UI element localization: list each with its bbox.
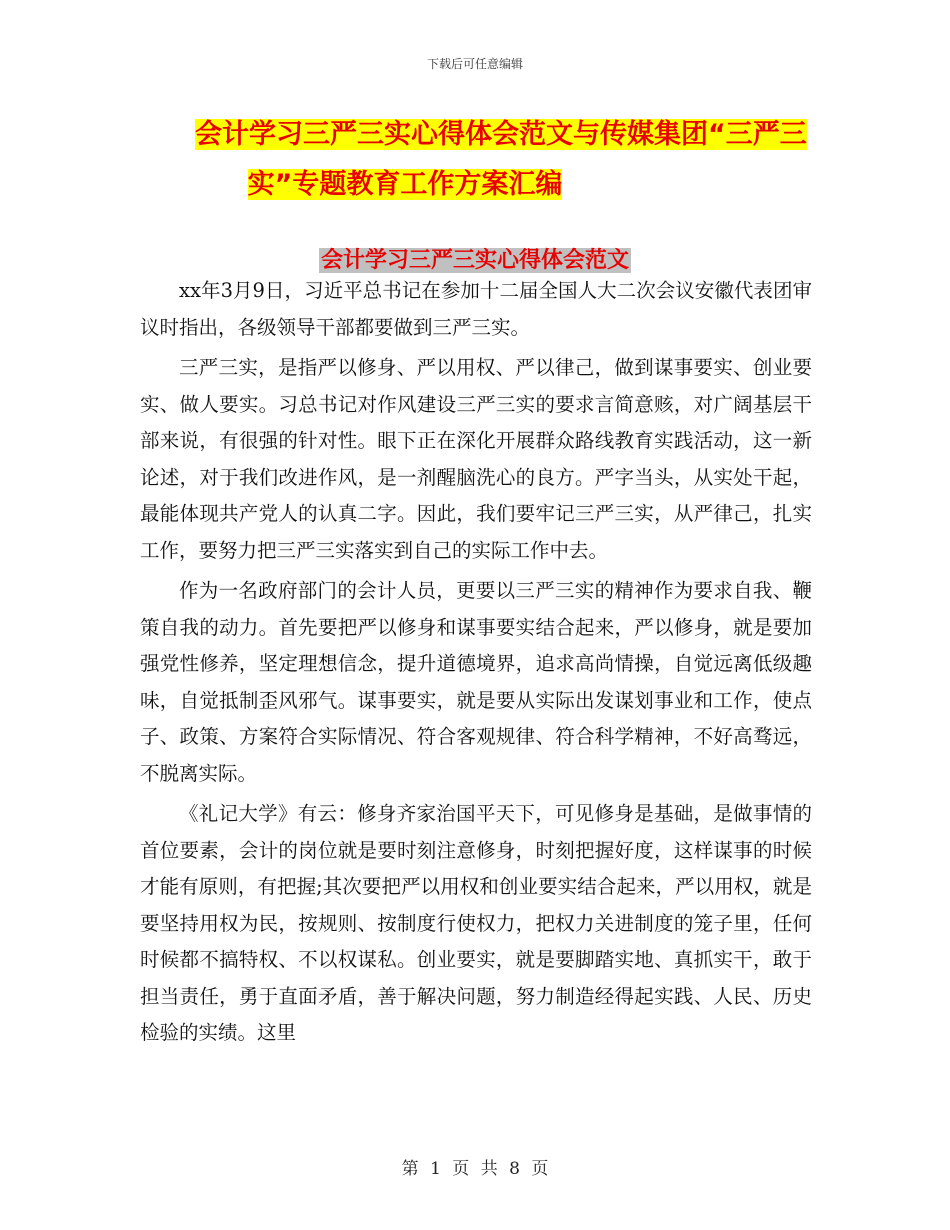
page-number-footer: 第 1 页 共 8 页: [401, 1159, 549, 1179]
paragraph: 作为一名政府部门的会计人员，更要以三严三实的精神作为要求自我、鞭策自我的动力。首先要把严以修身和谋事要实结合起来，严以修身，就是要加强党性修养，坚定理想信念，提升道德境界，追求高尚情操，自觉远离低级趣味，自觉抵制歪风邪气。谋事要实，就是要从实际出发谋划事业和工作，使点子、政策、方案符合实际情况、符合客观规律、符合科学精神，不好高骛远，不脱离实际。: [140, 579, 812, 785]
document-title-line-2: [140, 160, 810, 210]
paragraph: 三严三实，是指严以修身、严以用权、严以律己，做到谋事要实、创业要实、做人要实。习总书记对作风建设三严三实的要求言简意赅，对广阔基层干部来说，有很强的针对性。眼下正在深化开展群众路线教育实践活动，这一新论述，对于我们改进作风，是一剂醒脑洗心的良方。严字当头，从实处干起，最能体现共产党人的认真二字。因此，我们要牢记三严三实，从严律己，扎实工作，要努力把三严三实落实到自己的实际工作中去。: [140, 356, 812, 562]
header-note: 下载后可任意编辑: [426, 57, 523, 71]
title-line-2-text: 实”专题教育工作方案汇编: [247, 169, 563, 200]
paragraph: 《礼记大学》有云：修身齐家治国平天下，可见修身是基础，是做事情的首位要素，会计的岗位就是要时刻注意修身，时刻把握好度，这样谋事的时候才能有原则，有把握;其次要把严以用权和创业要实结合起来，严以用权，就是要坚持用权为民，按规则、按制度行使权力，把权力关进制度的笼子里，任何时候都不搞特权、不以权谋私。创业要实，就是要脚踏实地、真抓实干，敢于担当责任，勇于直面矛盾，善于解决问题，努力制造经得起实践、人民、历史检验的实绩。这里: [140, 802, 812, 1044]
paragraph: xx年3月9日，习近平总书记在参加十二届全国人大二次会议安徽代表团审议时指出，各级领导干部都要做到三严三实。: [140, 279, 812, 339]
document-title-line-1: [140, 110, 810, 160]
document-title: [140, 110, 810, 210]
section-heading: [0, 246, 950, 276]
document-body: [140, 273, 812, 1056]
section-heading-text: 会计学习三严三实心得体会范文: [320, 248, 629, 273]
title-line-1-text: 会计学习三严三实心得体会范文与传媒集团“三严三: [195, 119, 807, 150]
